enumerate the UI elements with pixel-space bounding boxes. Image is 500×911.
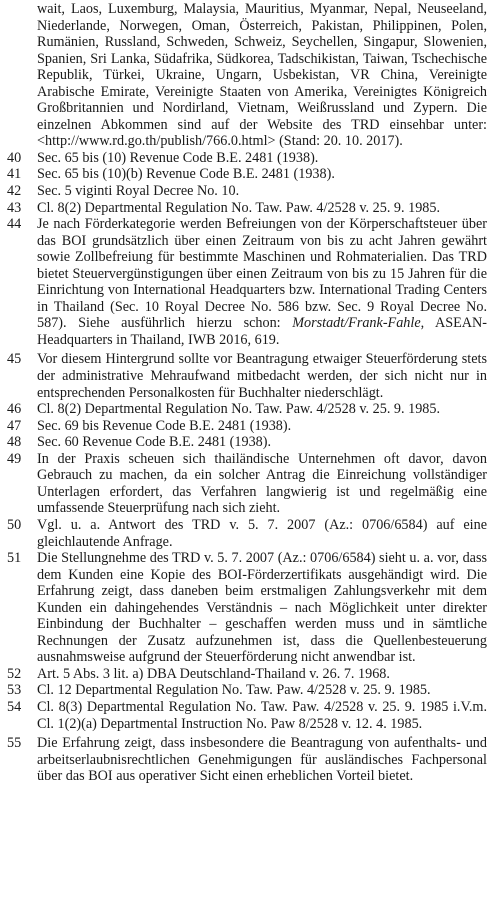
footnote-number: 47	[7, 417, 22, 434]
footnote-52	[7, 666, 487, 683]
footnote-text: Cl. 8(2) Departmental Regulation No. Taw. Paw. 4/2528 v. 25. 9. 1985.	[37, 199, 441, 216]
footnote-text: Art. 5 Abs. 3 lit. a) DBA Deutschland-Thailand v. 26. 7. 1968.	[37, 665, 390, 682]
footnote-number: 54	[7, 698, 22, 715]
footnote-text: Cl. 8(2) Departmental Regulation No. Taw. Paw. 4/2528 v. 25. 9. 1985.	[37, 401, 441, 418]
footnote-55	[7, 735, 487, 785]
footnote-53	[7, 682, 487, 699]
footnote-text: Sec. 65 bis (10)(b) Revenue Code B.E. 2481 (1938).	[37, 166, 335, 183]
footnote-text: In der Praxis scheuen sich thailändische Unternehmen oft davor, davon Gebrauch zu machen, da ein solcher Antrag die Einreichung vollständiger Unterlagen erfordert, das Verfahren langwierig ist und regelmäßig eine umfassende Steuerprüfung nach sich zieht.	[37, 450, 487, 517]
footnote-number: 40	[7, 149, 22, 166]
footnote-author-citation: Morstadt/Frank-Fahle	[292, 315, 421, 332]
footnote-text: Sec. 65 bis (10) Revenue Code B.E. 2481 (1938).	[37, 149, 319, 166]
footnote-51	[7, 550, 487, 666]
footnote-47	[7, 418, 487, 435]
footnote-text-main: Je nach Förderkategorie werden Befreiungen von der Körperschaftsteuer über das BOI grundsätzlich über einen Zeitraum von bis zu acht Jahren gewährt sowie Zollbefreiung für bestimmte Maschinen und Rohmaterialien. Das TRD bietet Steuervergünstigungen über einen Zeitraum von bis zu 15 Jahren für die Einrichtung von International Headquarters bzw. International Trading Centers in Thailand (Sec. 10 Royal Decree No. 586 bzw. Sec. 9 Royal Decree No. 587). Siehe ausführlich hierzu schon:	[37, 216, 487, 332]
footnote-text: Vgl. u. a. Antwort des TRD v. 5. 7. 2007 (Az.: 0706/6584) auf eine gleichlautende Anfrage.	[37, 516, 487, 550]
footnote-49	[7, 451, 487, 517]
footnote-text: Sec. 60 Revenue Code B.E. 2481 (1938).	[37, 434, 272, 451]
footnote-44	[7, 216, 487, 348]
footnote-54	[7, 699, 487, 732]
footnote-45	[7, 351, 487, 401]
footnote-continuation: wait, Laos, Luxemburg, Malaysia, Mauritius, Myanmar, Nepal, Neuseeland, Niederlande, Norwegen, Oman, Österreich, Pakistan, Philippinen, Polen, Rumänien, Russland, Schweden, Schweiz, Seychellen, Singapur, Slowenien, Spanien, Sri Lanka, Südafrika, Südkorea, Tadschikistan, Taiwan, Tschechische Republik, Türkei, Ukraine, Ungarn, Usbekistan, VR China, Vereinigte Arabische Emirate, Vereinigte Staaten von Amerika, Vereinigtes Königreich Großbritannien und Nordirland, Vietnam, Weißrussland und Zypern. Die einzelnen Abkommen sind auf der Website des TRD einsehbar unter: <http://www.rd.go.th/publish/766.0.html> (Stand: 20. 10. 2017).	[37, 1, 487, 150]
footnote-number: 46	[7, 401, 22, 418]
footnote-text: Sec. 5 viginti Royal Decree No. 10.	[37, 183, 240, 200]
footnote-text: Die Stellungnehme des TRD v. 5. 7. 2007 (Az.: 0706/6584) sieht u. a. vor, dass dem Kunden eine Kopie des BOI-Förderzertifikats ausgehändigt wird. Die Erfahrung zeigt, dass daneben beim erstmaligen Zahlungsverkehr mit dem Kunden ein dahingehendes Verständnis – nach Möglichkeit unter direkter Einbindung der Buchhalter – geschaffen werden muss und in sämtliche Rechnungen der Zusatz aufzunehmen ist, dass die Quellenbesteuerung ausnahmsweise aufgrund der Steuerförderung nicht anwendbar ist.	[37, 550, 487, 666]
footnote-number: 45	[7, 351, 22, 368]
footnote-text: Cl. 8(3) Departmental Regulation No. Taw. Paw. 4/2528 v. 25. 9. 1985 i.V.m. Cl. 1(2)(a) Departmental Instruction No. Paw 8/2528 v. 12. 4. 1985.	[37, 698, 487, 732]
footnote-number: 48	[7, 434, 22, 451]
footnote-number: 41	[7, 166, 22, 183]
footnote-number: 42	[7, 183, 22, 200]
footnote-number: 49	[7, 450, 22, 467]
footnote-number: 51	[7, 550, 22, 567]
footnote-50	[7, 517, 487, 550]
footnote-42	[7, 183, 487, 200]
footnote-41	[7, 166, 487, 183]
footnote-48	[7, 434, 487, 451]
footnote-text: Vor diesem Hintergrund sollte vor Beantragung etwaiger Steuerförderung stets der administrative Mehraufwand mitbedacht werden, der sich nicht nur in entsprechenden Personalkosten für Buchhalter niederschlägt.	[37, 351, 487, 401]
footnote-text: Die Erfahrung zeigt, dass insbesondere die Beantragung von aufenthalts- und arbeitserlaubnisrechtlichen Genehmigungen für ausländisches Fachpersonal über das BOI aus operativer Sicht einen erheblichen Vorteil bietet.	[37, 735, 487, 785]
footnote-text: Cl. 12 Departmental Regulation No. Taw. Paw. 4/2528 v. 25. 9. 1985.	[37, 682, 431, 699]
footnote-number: 52	[7, 665, 22, 682]
footnote-citation-tail: , ASEAN-Headquarters in Thailand, IWB 2016, 619.	[37, 315, 487, 348]
footnote-text: Sec. 69 bis Revenue Code B.E. 2481 (1938).	[37, 417, 292, 434]
footnote-text	[37, 216, 487, 348]
footnote-number: 44	[7, 216, 22, 233]
footnote-number: 53	[7, 682, 22, 699]
footnote-43	[7, 200, 487, 217]
footnote-40	[7, 150, 487, 167]
footnote-46	[7, 401, 487, 418]
footnote-number: 43	[7, 199, 22, 216]
footnote-number: 55	[7, 735, 22, 752]
footnote-number: 50	[7, 516, 22, 533]
